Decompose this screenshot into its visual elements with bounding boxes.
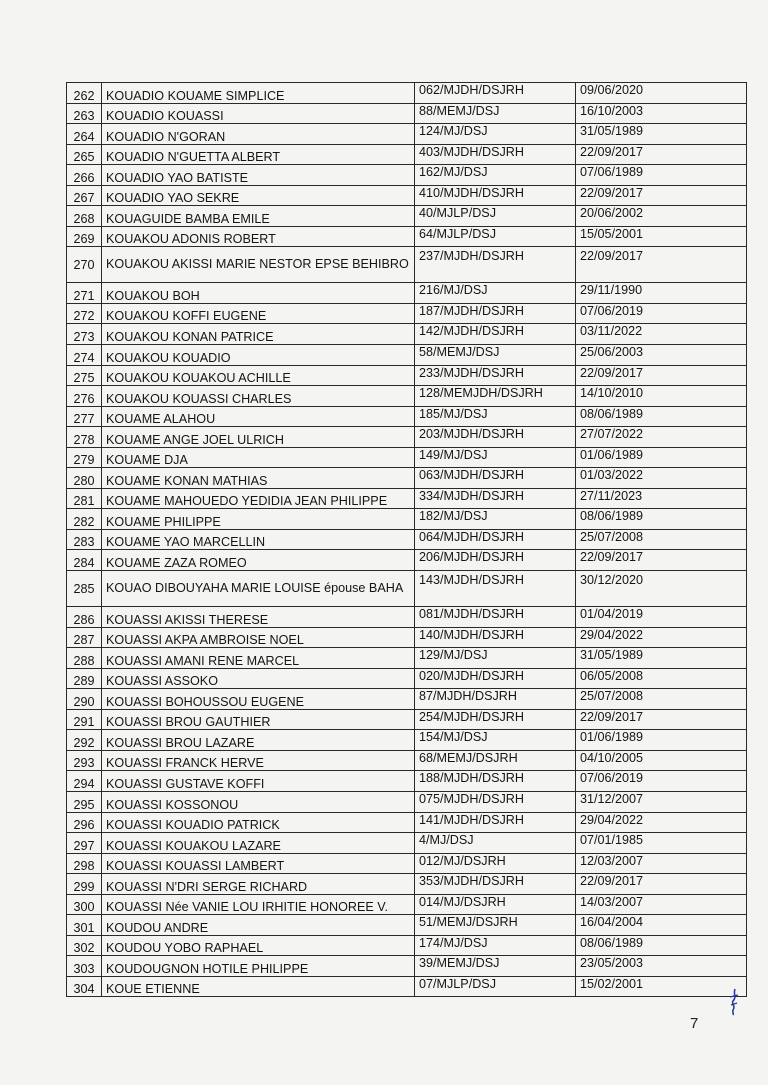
- reference-number: 020/MJDH/DSJRH: [415, 668, 576, 689]
- table-row: [67, 791, 747, 812]
- decision-date: 01/06/1989: [576, 447, 747, 468]
- reference-number: 68/MEMJ/DSJRH: [415, 750, 576, 771]
- table-row: [67, 529, 747, 550]
- reference-number: 063/MJDH/DSJRH: [415, 468, 576, 489]
- reference-number: 149/MJ/DSJ: [415, 447, 576, 468]
- reference-number: 185/MJ/DSJ: [415, 406, 576, 427]
- reference-number: 143/MJDH/DSJRH: [415, 571, 576, 607]
- table-row: [67, 103, 747, 124]
- table-row: [67, 709, 747, 730]
- person-name: KOUAKOU KOUAKOU ACHILLE: [102, 365, 415, 386]
- table-row: [67, 689, 747, 710]
- row-number: 282: [67, 509, 102, 530]
- decision-date: 07/06/2019: [576, 771, 747, 792]
- table-row: [67, 956, 747, 977]
- row-number: 302: [67, 935, 102, 956]
- reference-number: 334/MJDH/DSJRH: [415, 488, 576, 509]
- table-row: [67, 894, 747, 915]
- decision-date: 31/05/1989: [576, 648, 747, 669]
- table-row: [67, 509, 747, 530]
- table-row: [67, 488, 747, 509]
- row-number: 289: [67, 668, 102, 689]
- row-number: 267: [67, 185, 102, 206]
- table-row: [67, 750, 747, 771]
- reference-number: 403/MJDH/DSJRH: [415, 144, 576, 165]
- decision-date: 14/03/2007: [576, 894, 747, 915]
- decision-date: 22/09/2017: [576, 874, 747, 895]
- row-number: 293: [67, 750, 102, 771]
- decision-date: 07/06/1989: [576, 165, 747, 186]
- row-number: 304: [67, 976, 102, 997]
- table-row: [67, 627, 747, 648]
- row-number: 296: [67, 812, 102, 833]
- table-row: [67, 165, 747, 186]
- person-name: KOUASSI ASSOKO: [102, 668, 415, 689]
- person-name: KOUASSI FRANCK HERVE: [102, 750, 415, 771]
- row-number: 263: [67, 103, 102, 124]
- row-number: 301: [67, 915, 102, 936]
- row-number: 299: [67, 874, 102, 895]
- row-number: 278: [67, 427, 102, 448]
- row-number: 266: [67, 165, 102, 186]
- reference-number: 075/MJDH/DSJRH: [415, 791, 576, 812]
- person-name: KOUAKOU BOH: [102, 283, 415, 304]
- row-number: 294: [67, 771, 102, 792]
- row-number: 268: [67, 206, 102, 227]
- person-name: KOUADIO YAO SEKRE: [102, 185, 415, 206]
- reference-number: 353/MJDH/DSJRH: [415, 874, 576, 895]
- row-number: 281: [67, 488, 102, 509]
- person-name: KOUASSI AKISSI THERESE: [102, 607, 415, 628]
- row-number: 300: [67, 894, 102, 915]
- person-name: KOUASSI BOHOUSSOU EUGENE: [102, 689, 415, 710]
- person-name: KOUAGUIDE BAMBA EMILE: [102, 206, 415, 227]
- reference-number: 012/MJ/DSJRH: [415, 853, 576, 874]
- decision-date: 31/12/2007: [576, 791, 747, 812]
- table-row: [67, 386, 747, 407]
- row-number: 291: [67, 709, 102, 730]
- decision-date: 22/09/2017: [576, 550, 747, 571]
- row-number: 277: [67, 406, 102, 427]
- reference-number: 233/MJDH/DSJRH: [415, 365, 576, 386]
- row-number: 288: [67, 648, 102, 669]
- person-name: KOUADIO KOUAME SIMPLICE: [102, 83, 415, 104]
- reference-number: 188/MJDH/DSJRH: [415, 771, 576, 792]
- decision-date: 27/07/2022: [576, 427, 747, 448]
- reference-number: 254/MJDH/DSJRH: [415, 709, 576, 730]
- table-row: [67, 283, 747, 304]
- reference-number: 014/MJ/DSJRH: [415, 894, 576, 915]
- decision-date: 30/12/2020: [576, 571, 747, 607]
- table-row: [67, 83, 747, 104]
- reference-number: 203/MJDH/DSJRH: [415, 427, 576, 448]
- decision-date: 06/05/2008: [576, 668, 747, 689]
- table-row: [67, 247, 747, 283]
- table-row: [67, 324, 747, 345]
- decision-date: 01/06/1989: [576, 730, 747, 751]
- decision-date: 31/05/1989: [576, 124, 747, 145]
- person-name: KOUASSI AMANI RENE MARCEL: [102, 648, 415, 669]
- row-number: 265: [67, 144, 102, 165]
- decision-date: 16/10/2003: [576, 103, 747, 124]
- decision-date: 07/01/1985: [576, 833, 747, 854]
- decision-date: 08/06/1989: [576, 509, 747, 530]
- row-number: 264: [67, 124, 102, 145]
- row-number: 303: [67, 956, 102, 977]
- row-number: 295: [67, 791, 102, 812]
- row-number: 292: [67, 730, 102, 751]
- reference-number: 128/MEMJDH/DSJRH: [415, 386, 576, 407]
- table-row: [67, 607, 747, 628]
- initials-mark: [728, 988, 740, 1016]
- decision-date: 22/09/2017: [576, 709, 747, 730]
- person-name: KOUASSI KOUASSI LAMBERT: [102, 853, 415, 874]
- row-number: 269: [67, 226, 102, 247]
- person-name: KOUAME ALAHOU: [102, 406, 415, 427]
- reference-number: 40/MJLP/DSJ: [415, 206, 576, 227]
- decision-date: 09/06/2020: [576, 83, 747, 104]
- table-row: [67, 853, 747, 874]
- reference-number: 064/MJDH/DSJRH: [415, 529, 576, 550]
- reference-number: 88/MEMJ/DSJ: [415, 103, 576, 124]
- row-number: 285: [67, 571, 102, 607]
- table-row: [67, 427, 747, 448]
- table-row: [67, 365, 747, 386]
- decision-date: 01/04/2019: [576, 607, 747, 628]
- reference-number: 410/MJDH/DSJRH: [415, 185, 576, 206]
- decision-date: 22/09/2017: [576, 247, 747, 283]
- page-number: 7: [690, 1015, 699, 1032]
- reference-number: 237/MJDH/DSJRH: [415, 247, 576, 283]
- reference-number: 081/MJDH/DSJRH: [415, 607, 576, 628]
- decision-date: 07/06/2019: [576, 303, 747, 324]
- person-name: KOUAME YAO MARCELLIN: [102, 529, 415, 550]
- reference-number: 162/MJ/DSJ: [415, 165, 576, 186]
- table-row: [67, 874, 747, 895]
- reference-number: 64/MJLP/DSJ: [415, 226, 576, 247]
- table-row: [67, 771, 747, 792]
- reference-number: 142/MJDH/DSJRH: [415, 324, 576, 345]
- reference-number: 07/MJLP/DSJ: [415, 976, 576, 997]
- table-row: [67, 124, 747, 145]
- table-row: [67, 185, 747, 206]
- row-number: 290: [67, 689, 102, 710]
- reference-number: 141/MJDH/DSJRH: [415, 812, 576, 833]
- person-name: KOUASSI BROU GAUTHIER: [102, 709, 415, 730]
- row-number: 270: [67, 247, 102, 283]
- decision-date: 22/09/2017: [576, 144, 747, 165]
- person-name: KOUAKOU KOFFI EUGENE: [102, 303, 415, 324]
- person-name: KOUAO DIBOUYAHA MARIE LOUISE épouse BAHA: [102, 571, 415, 607]
- decision-date: 22/09/2017: [576, 365, 747, 386]
- table-row: [67, 571, 747, 607]
- table-row: [67, 976, 747, 997]
- person-name: KOUAME ZAZA ROMEO: [102, 550, 415, 571]
- person-name: KOUADIO N'GUETTA ALBERT: [102, 144, 415, 165]
- person-name: KOUAME KONAN MATHIAS: [102, 468, 415, 489]
- person-name: KOUDOU YOBO RAPHAEL: [102, 935, 415, 956]
- register-rows: [67, 83, 747, 997]
- reference-number: 51/MEMJ/DSJRH: [415, 915, 576, 936]
- person-name: KOUASSI Née VANIE LOU IRHITIE HONOREE V.: [102, 894, 415, 915]
- decision-date: 20/06/2002: [576, 206, 747, 227]
- person-name: KOUADIO N'GORAN: [102, 124, 415, 145]
- reference-number: 216/MJ/DSJ: [415, 283, 576, 304]
- table-row: [67, 468, 747, 489]
- reference-number: 187/MJDH/DSJRH: [415, 303, 576, 324]
- decision-date: 29/11/1990: [576, 283, 747, 304]
- table-row: [67, 303, 747, 324]
- decision-date: 15/02/2001: [576, 976, 747, 997]
- decision-date: 22/09/2017: [576, 185, 747, 206]
- reference-number: 062/MJDH/DSJRH: [415, 83, 576, 104]
- table-row: [67, 550, 747, 571]
- person-name: KOUAME PHILIPPE: [102, 509, 415, 530]
- decision-date: 08/06/1989: [576, 935, 747, 956]
- decision-date: 16/04/2004: [576, 915, 747, 936]
- table-row: [67, 206, 747, 227]
- row-number: 297: [67, 833, 102, 854]
- row-number: 280: [67, 468, 102, 489]
- reference-number: 182/MJ/DSJ: [415, 509, 576, 530]
- person-name: KOUASSI KOSSONOU: [102, 791, 415, 812]
- table-row: [67, 648, 747, 669]
- person-name: KOUAME DJA: [102, 447, 415, 468]
- table-row: [67, 144, 747, 165]
- decision-date: 25/06/2003: [576, 345, 747, 366]
- row-number: 276: [67, 386, 102, 407]
- decision-date: 29/04/2022: [576, 627, 747, 648]
- person-name: KOUAKOU ADONIS ROBERT: [102, 226, 415, 247]
- row-number: 262: [67, 83, 102, 104]
- person-name: KOUASSI BROU LAZARE: [102, 730, 415, 751]
- table-row: [67, 406, 747, 427]
- row-number: 272: [67, 303, 102, 324]
- row-number: 284: [67, 550, 102, 571]
- decision-date: 25/07/2008: [576, 689, 747, 710]
- reference-number: 174/MJ/DSJ: [415, 935, 576, 956]
- person-name: KOUASSI KOUAKOU LAZARE: [102, 833, 415, 854]
- person-name: KOUAKOU AKISSI MARIE NESTOR EPSE BEHIBRO: [102, 247, 415, 283]
- row-number: 279: [67, 447, 102, 468]
- table-row: [67, 833, 747, 854]
- row-number: 287: [67, 627, 102, 648]
- reference-number: 87/MJDH/DSJRH: [415, 689, 576, 710]
- row-number: 298: [67, 853, 102, 874]
- reference-number: 154/MJ/DSJ: [415, 730, 576, 751]
- reference-number: 206/MJDH/DSJRH: [415, 550, 576, 571]
- table-row: [67, 447, 747, 468]
- person-name: KOUASSI N'DRI SERGE RICHARD: [102, 874, 415, 895]
- register-table: [66, 82, 747, 997]
- person-name: KOUAME MAHOUEDO YEDIDIA JEAN PHILIPPE: [102, 488, 415, 509]
- person-name: KOUAKOU KOUASSI CHARLES: [102, 386, 415, 407]
- decision-date: 12/03/2007: [576, 853, 747, 874]
- row-number: 273: [67, 324, 102, 345]
- decision-date: 29/04/2022: [576, 812, 747, 833]
- person-name: KOUAKOU KOUADIO: [102, 345, 415, 366]
- reference-number: 39/MEMJ/DSJ: [415, 956, 576, 977]
- person-name: KOUADIO YAO BATISTE: [102, 165, 415, 186]
- person-name: KOUASSI AKPA AMBROISE NOEL: [102, 627, 415, 648]
- person-name: KOUASSI GUSTAVE KOFFI: [102, 771, 415, 792]
- person-name: KOUAME ANGE JOEL ULRICH: [102, 427, 415, 448]
- decision-date: 03/11/2022: [576, 324, 747, 345]
- decision-date: 27/11/2023: [576, 488, 747, 509]
- table-row: [67, 345, 747, 366]
- person-name: KOUASSI KOUADIO PATRICK: [102, 812, 415, 833]
- reference-number: 58/MEMJ/DSJ: [415, 345, 576, 366]
- row-number: 275: [67, 365, 102, 386]
- table-row: [67, 730, 747, 751]
- decision-date: 15/05/2001: [576, 226, 747, 247]
- reference-number: 140/MJDH/DSJRH: [415, 627, 576, 648]
- row-number: 271: [67, 283, 102, 304]
- decision-date: 08/06/1989: [576, 406, 747, 427]
- reference-number: 4/MJ/DSJ: [415, 833, 576, 854]
- decision-date: 14/10/2010: [576, 386, 747, 407]
- reference-number: 124/MJ/DSJ: [415, 124, 576, 145]
- decision-date: 01/03/2022: [576, 468, 747, 489]
- decision-date: 04/10/2005: [576, 750, 747, 771]
- reference-number: 129/MJ/DSJ: [415, 648, 576, 669]
- table-row: [67, 226, 747, 247]
- row-number: 283: [67, 529, 102, 550]
- table-row: [67, 668, 747, 689]
- person-name: KOUAKOU KONAN PATRICE: [102, 324, 415, 345]
- person-name: KOUDOU ANDRE: [102, 915, 415, 936]
- table-row: [67, 935, 747, 956]
- person-name: KOUDOUGNON HOTILE PHILIPPE: [102, 956, 415, 977]
- row-number: 286: [67, 607, 102, 628]
- table-row: [67, 915, 747, 936]
- table-row: [67, 812, 747, 833]
- person-name: KOUE ETIENNE: [102, 976, 415, 997]
- row-number: 274: [67, 345, 102, 366]
- decision-date: 25/07/2008: [576, 529, 747, 550]
- person-name: KOUADIO KOUASSI: [102, 103, 415, 124]
- decision-date: 23/05/2003: [576, 956, 747, 977]
